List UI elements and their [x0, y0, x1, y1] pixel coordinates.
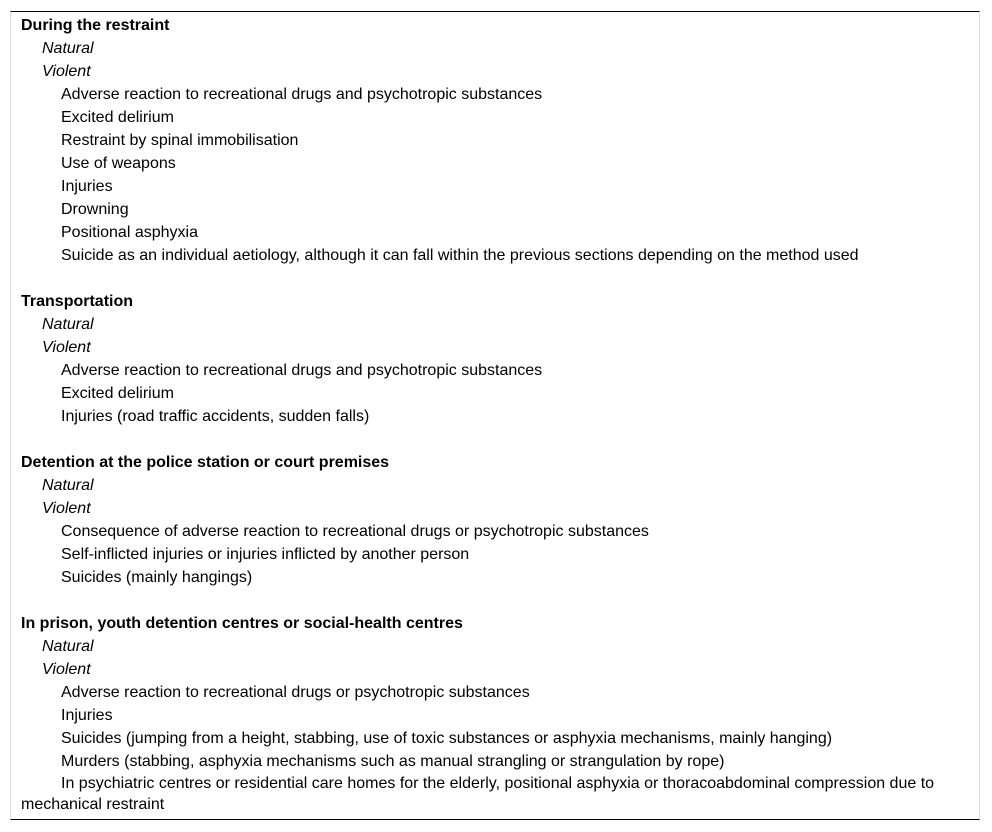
table-content: [21, 14, 971, 815]
list-item: Positional asphyxia: [61, 224, 198, 241]
list-item: Use of weapons: [61, 155, 176, 172]
list-item: Adverse reaction to recreational drugs and psychotropic substances: [61, 362, 543, 379]
category-violent: Violent: [42, 63, 91, 80]
section-title-transportation: Transportation: [21, 293, 134, 310]
category-natural: Natural: [42, 40, 94, 57]
list-item: Injuries (road traffic accidents, sudden falls): [61, 408, 370, 425]
list-item: In psychiatric centres or residential care homes for the elderly, positional asphyxia or thoracoabdominal compression due to mechanical restraint: [21, 775, 935, 813]
section-title-detention: Detention at the police station or court premises: [21, 454, 390, 471]
list-item: Consequence of adverse reaction to recreational drugs or psychotropic substances: [61, 523, 649, 540]
list-item: Suicide as an individual aetiology, although it can fall within the previous sections depending on the method used: [61, 247, 859, 264]
list-item: Adverse reaction to recreational drugs and psychotropic substances: [61, 86, 543, 103]
section-spacer: [21, 267, 971, 290]
list-item: Suicides (jumping from a height, stabbing, use of toxic substances or asphyxia mechanisms, mainly hanging): [61, 730, 833, 747]
section-spacer: [21, 589, 971, 612]
list-item: Excited delirium: [61, 109, 174, 126]
list-item: Injuries: [61, 178, 113, 195]
category-violent: Violent: [42, 339, 91, 356]
category-natural: Natural: [42, 638, 94, 655]
section-spacer: [21, 428, 971, 451]
list-item: Suicides (mainly hangings): [61, 569, 253, 586]
category-violent: Violent: [42, 500, 91, 517]
list-item: Drowning: [61, 201, 129, 218]
section-title-during-restraint: During the restraint: [21, 17, 170, 34]
category-natural: Natural: [42, 477, 94, 494]
list-item: Murders (stabbing, asphyxia mechanisms such as manual strangling or strangulation by rope): [61, 753, 725, 770]
causes-of-death-table: [10, 11, 980, 820]
list-item: Restraint by spinal immobilisation: [61, 132, 299, 149]
list-item: Self-inflicted injuries or injuries inflicted by another person: [61, 546, 470, 563]
category-natural: Natural: [42, 316, 94, 333]
list-item: Adverse reaction to recreational drugs or psychotropic substances: [61, 684, 530, 701]
list-item: Excited delirium: [61, 385, 174, 402]
category-violent: Violent: [42, 661, 91, 678]
section-title-prison: In prison, youth detention centres or social-health centres: [21, 615, 463, 632]
list-item: Injuries: [61, 707, 113, 724]
